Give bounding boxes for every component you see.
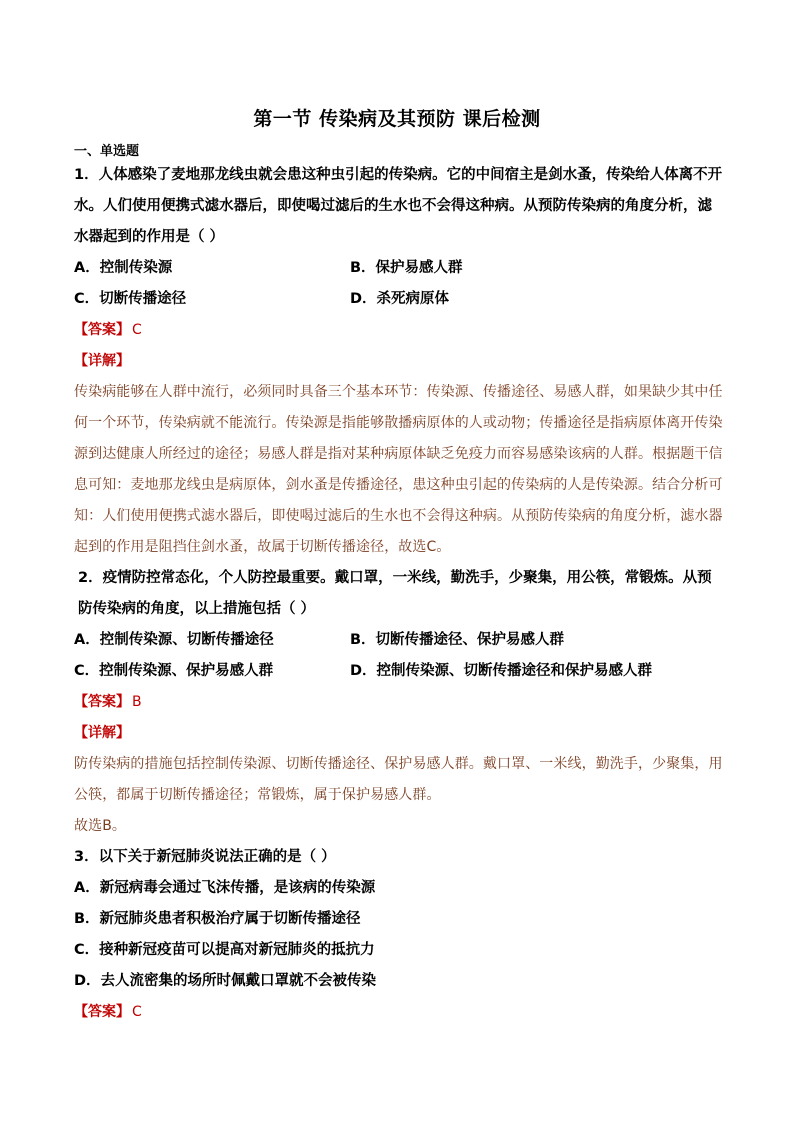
answer-row [74,687,724,718]
answer-value: C [132,322,142,338]
page-title: 第一节 传染病及其预防 课后检测 [253,108,541,130]
answer-label: 【答案】 [74,694,130,710]
detail-row [74,346,724,377]
option-b: B．新冠肺炎患者积极治疗属于切断传播途径 [74,911,361,927]
option-b: B．保护易感人群 [350,260,463,276]
option-a: A．控制传染源 [74,260,173,276]
question-2-conclusion: 故选B。 [74,818,127,834]
option-d: D．去人流密集的场所时佩戴口罩就不会被传染 [74,973,377,989]
answer-value: C [132,1004,142,1020]
question-3-options [74,873,724,997]
question-1-options [74,253,724,315]
question-list [74,160,724,1028]
detail-row [74,718,724,749]
option-d: D．杀死病原体 [350,291,450,307]
section-heading: 一、单选题 [74,144,140,159]
answer-label: 【答案】 [74,1004,130,1020]
option-c: C．接种新冠疫苗可以提高对新冠肺炎的抵抗力 [74,942,375,958]
option-c: C．切断传播途径 [74,291,187,307]
answer-label: 【答案】 [74,322,130,338]
answer-value: B [132,694,142,710]
option-a: A．新冠病毒会通过飞沫传播，是该病的传染源 [74,880,376,896]
answer-row [74,997,724,1028]
option-d: D．控制传染源、切断传播途径和保护易感人群 [350,663,653,679]
question-1-stem: 1．人体感染了麦地那龙线虫就会患这种虫引起的传染病。它的中间宿主是剑水蚤，传染给人体离不开水。人们使用便携式滤水器后，即使喝过滤后的生水也不会得这种病。从预防传染病的角度分析，滤水器起到的作用是（ ） [74,167,723,245]
question-2-stem: 2．疫情防控常态化，个人防控最重要。戴口罩，一米线，勤洗手，少聚集，用公筷，常锻炼。从预防传染病的角度，以上措施包括（ ） [78,570,712,617]
question-3-stem: 3．以下关于新冠肺炎说法正确的是（ ） [74,849,336,865]
question-2-explanation: 防传染病的措施包括控制传染源、切断传播途径、保护易感人群。戴口罩、一米线，勤洗手，少聚集，用公筷，都属于切断传播途径；常锻炼，属于保护易感人群。 [74,756,723,803]
question-1-explanation: 传染病能够在人群中流行，必须同时具备三个基本环节：传染源、传播途径、易感人群，如果缺少其中任何一个环节，传染病就不能流行。传染源是指能够散播病原体的人或动物；传播途径是指病原体离开传染源到达健康人所经过的途径；易感人群是指对某种病原体缺乏免疫力而容易感染该病的人群。根据题干信息可知：麦地那龙线虫是病原体，剑水蚤是传播途径，患这种虫引起的传染病的人是传染源。结合分析可知：人们使用便携式滤水器后，即使喝过滤后的生水也不会得这种病。从预防传染病的角度分析，滤水器起到的作用是阻挡住剑水蚤，故属于切断传播途径，故选C。 [74,384,723,555]
question-2-options [74,625,724,687]
option-b: B．切断传播途径、保护易感人群 [350,632,565,648]
answer-row [74,315,724,346]
detail-label: 【详解】 [74,353,130,369]
option-c: C．控制传染源、保护易感人群 [74,663,274,679]
option-a: A．控制传染源、切断传播途径 [74,632,274,648]
detail-label: 【详解】 [74,725,130,741]
